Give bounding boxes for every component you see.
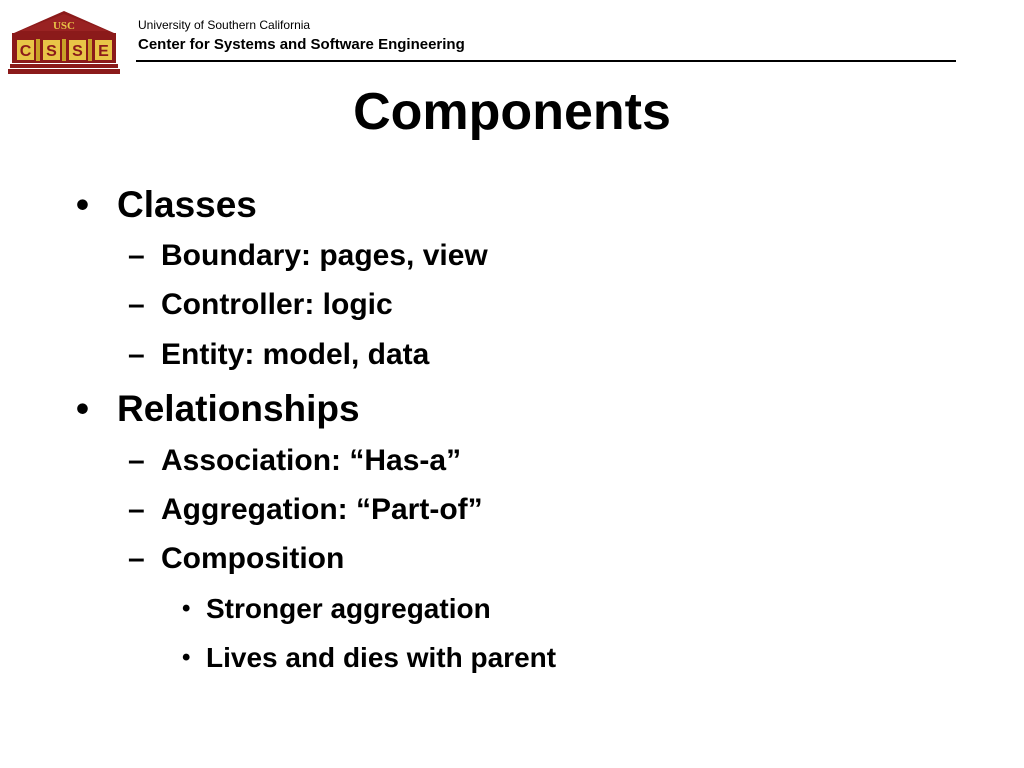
bullet-icon: • — [182, 595, 191, 622]
sub-bullet-text: Controller: logic — [161, 288, 393, 321]
logo-usc-text: USC — [52, 20, 76, 32]
header-divider — [136, 60, 956, 62]
dash-icon: – — [128, 338, 145, 371]
sub-bullet-text: Entity: model, data — [161, 338, 430, 371]
sub-sub-bullet-text: Stronger aggregation — [206, 593, 491, 624]
sub-sub-bullet-text: Lives and dies with parent — [206, 642, 557, 673]
logo-letter: E — [98, 43, 109, 60]
bullet-text: Classes — [117, 184, 257, 225]
dash-icon: – — [128, 288, 145, 321]
sub-bullet-text: Association: “Has-a” — [161, 444, 462, 477]
dash-icon: – — [128, 493, 145, 526]
bullet-icon: • — [76, 184, 89, 225]
sub-bullet-text: Composition — [161, 542, 345, 575]
sub-bullet-text: Boundary: pages, view — [161, 239, 488, 272]
dash-icon: – — [128, 444, 145, 477]
logo-letter: C — [19, 43, 32, 60]
bullet-text: Relationships — [117, 388, 360, 429]
sub-bullet-text: Aggregation: “Part-of” — [161, 493, 483, 526]
org-center-name: Center for Systems and Software Engineering — [138, 36, 465, 53]
logo-letter: S — [72, 43, 83, 60]
slide-title: Components — [353, 83, 671, 141]
org-university-name: University of Southern California — [138, 18, 311, 32]
dash-icon: – — [128, 542, 145, 575]
bullet-icon: • — [76, 388, 89, 429]
csse-building-icon — [8, 9, 120, 75]
dash-icon: – — [128, 239, 145, 272]
logo-letter: S — [46, 43, 57, 60]
bullet-icon: • — [182, 644, 191, 671]
csse-logo — [8, 9, 120, 75]
